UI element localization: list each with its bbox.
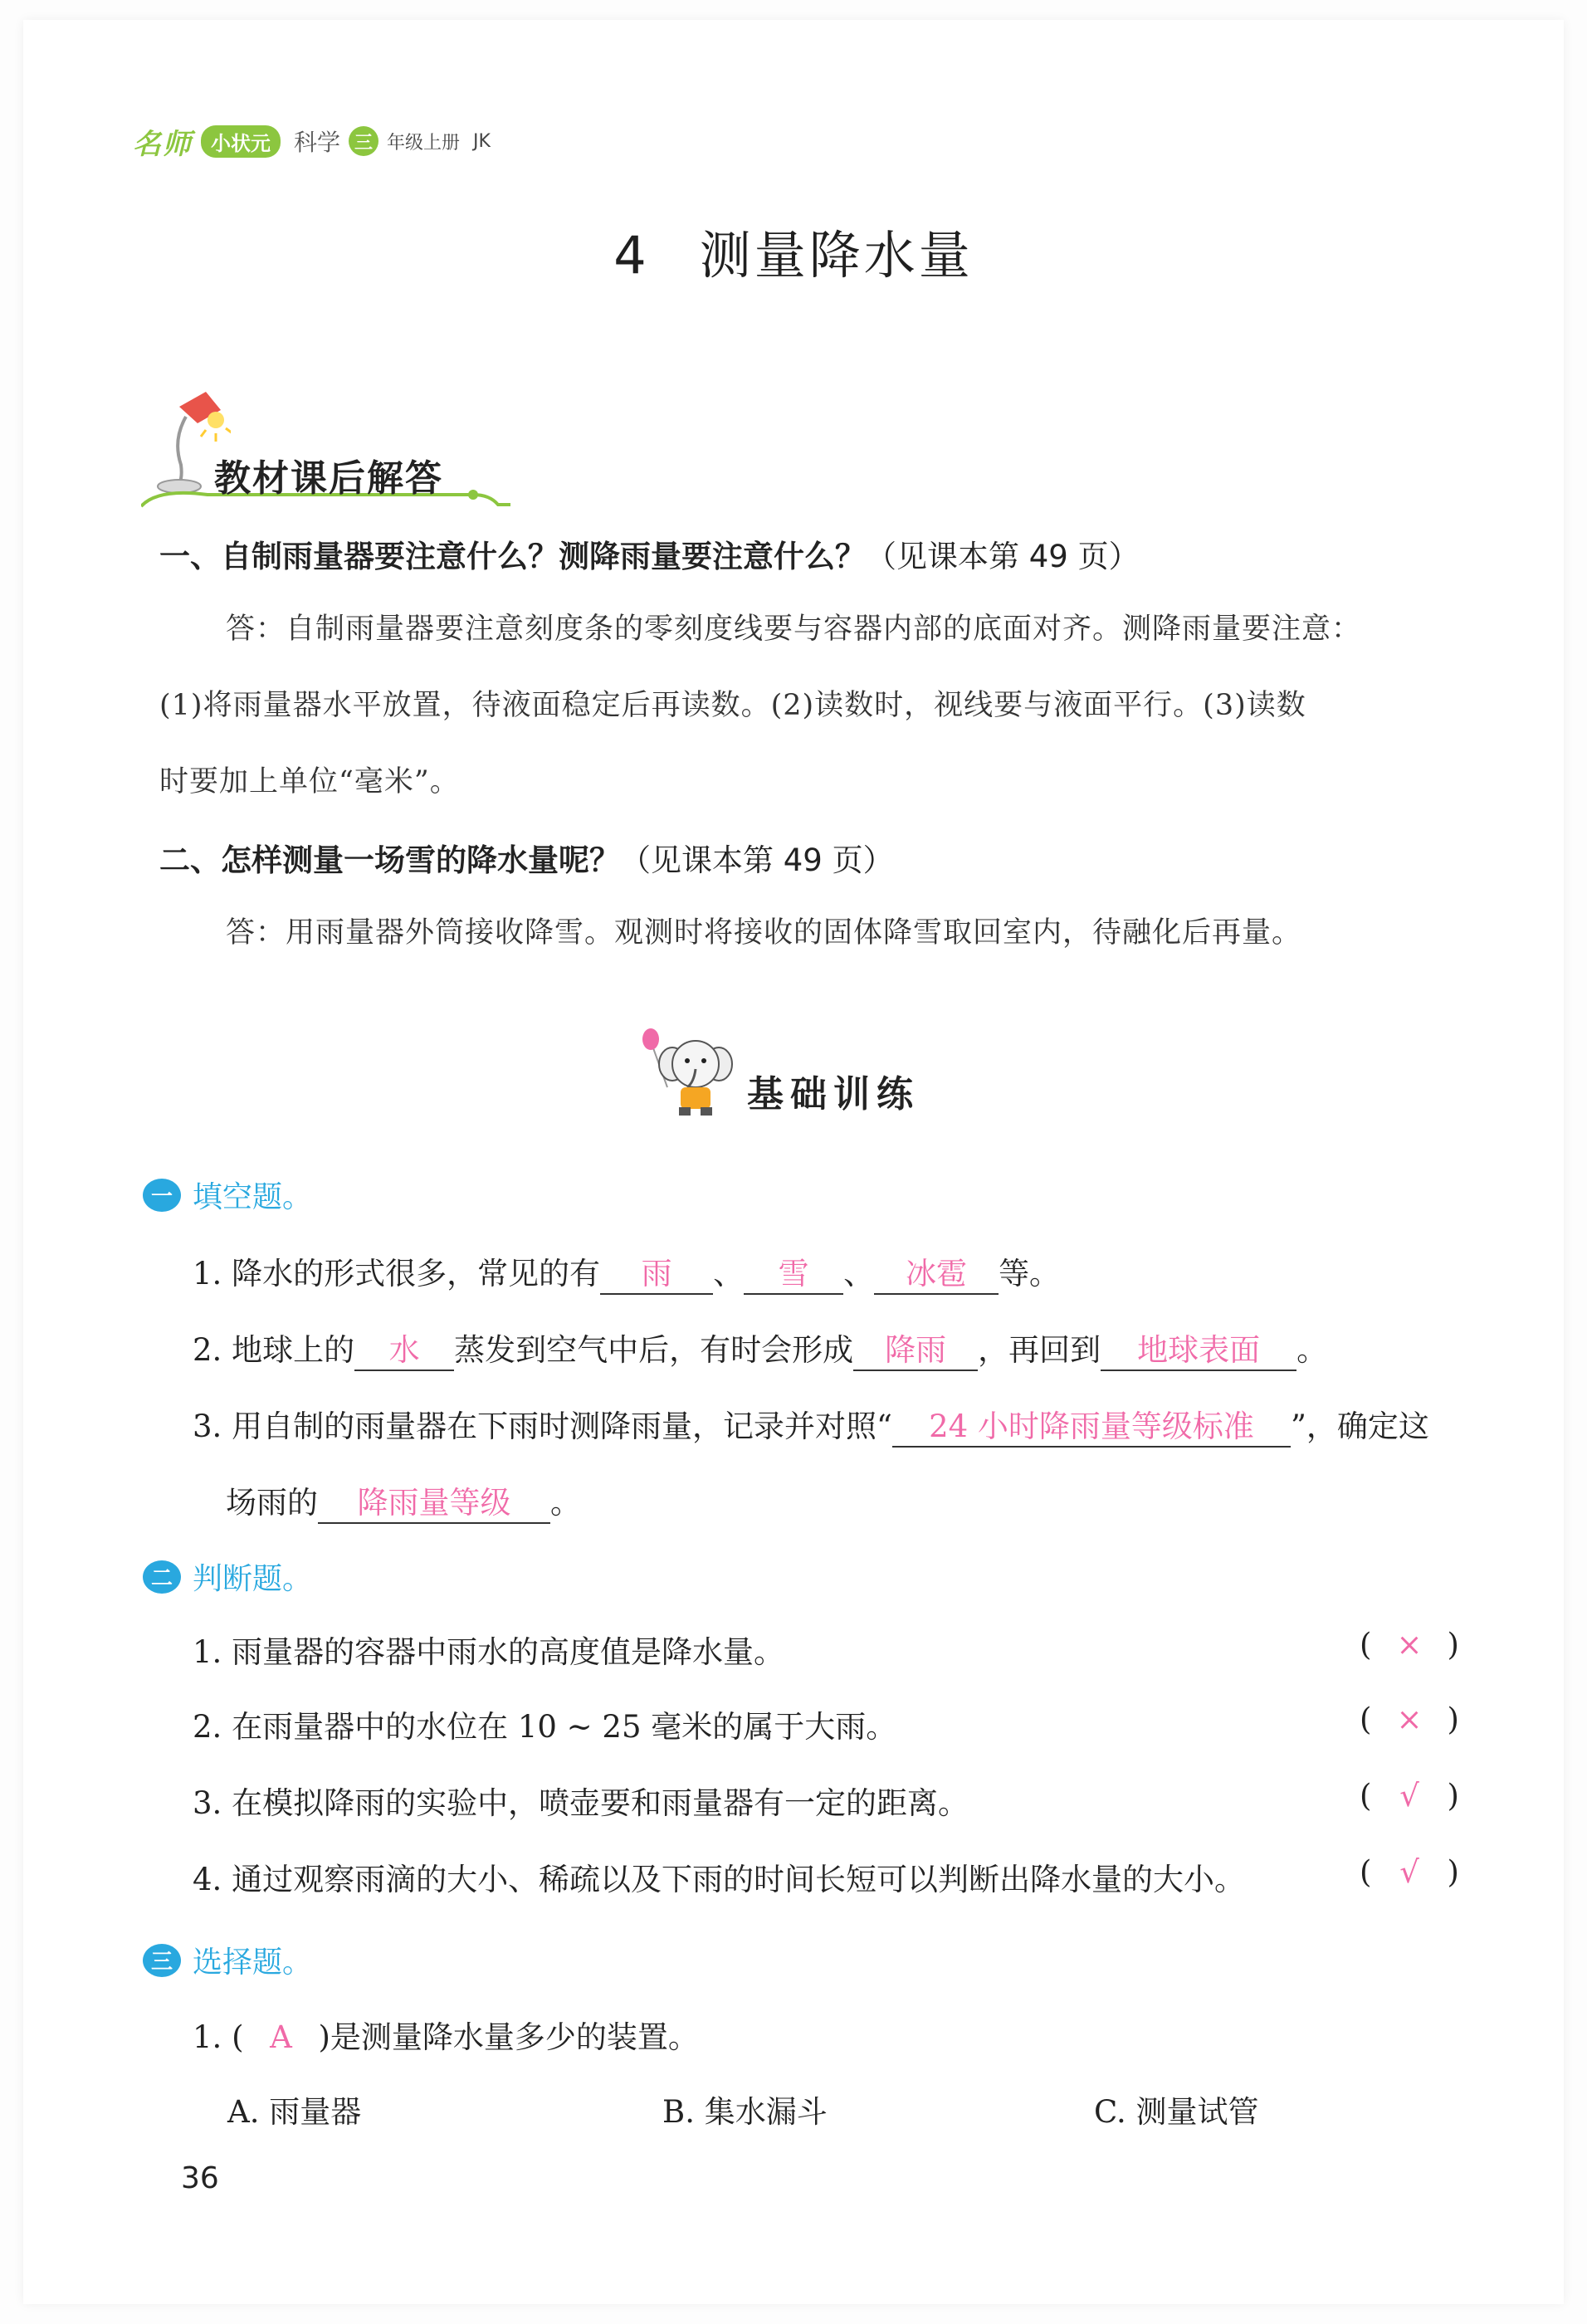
choice-question-1: [193, 2012, 699, 2057]
grade-badge: 三: [349, 126, 378, 156]
section-label: 填空题。: [193, 1180, 313, 1214]
subject-label: 科学: [294, 129, 341, 156]
grade-label: 年级上册: [387, 132, 461, 154]
choice-heading: [143, 1939, 312, 1981]
section-number-badge: 二: [143, 1560, 181, 1594]
question-text: ，再回到: [978, 1332, 1101, 1368]
question-text: 2. 地球上的: [193, 1332, 355, 1368]
judge-item-3: 3. 在模拟降雨的实验中，喷壶要和雨量器有一定的距离。: [193, 1785, 969, 1821]
fill-blank-heading: [143, 1174, 312, 1216]
brand-header: [133, 121, 491, 161]
open-paren: (: [1360, 1854, 1372, 1890]
lesson-title: [0, 214, 1587, 288]
fill-question-3: [193, 1401, 1429, 1448]
question-text: 一、自制雨量器要注意什么？测降雨量要注意什么？: [159, 539, 866, 574]
close-paren: ): [1447, 1702, 1459, 1737]
page-number: 36: [181, 2161, 219, 2195]
judge-answer-1: [1360, 1627, 1459, 1662]
choice-option-b: B. 集水漏斗: [662, 2094, 828, 2130]
cross-mark: ×: [1396, 1702, 1423, 1737]
answer-blank: 降雨量等级: [318, 1477, 550, 1524]
textbook-question-1: [159, 531, 1140, 576]
answer-blank: 地球表面: [1101, 1325, 1296, 1371]
brand-logo-text: 名师: [133, 127, 193, 161]
choice-option-c: C. 测量试管: [1094, 2094, 1259, 2130]
answer-blank: 雨: [600, 1248, 713, 1295]
question-text: 二、怎样测量一场雪的降水量呢？: [159, 842, 620, 878]
choice-answer: A: [270, 2019, 292, 2055]
judge-heading: [143, 1555, 312, 1598]
page-reference: （见课本第 49 页）: [620, 842, 894, 878]
answer-1-line-1: 答：自制雨量器要注意刻度条的零刻度线要与容器内部的底面对齐。测降雨量要注意：: [226, 613, 1362, 646]
page-reference: （见课本第 49 页）: [866, 539, 1140, 574]
question-text: 3. 用自制的雨量器在下雨时测降雨量，记录并对照“: [193, 1409, 892, 1444]
answer-blank: 降雨: [853, 1325, 978, 1371]
question-text: 。: [1296, 1332, 1328, 1368]
fill-question-2: [193, 1325, 1327, 1371]
choice-option-a: A. 雨量器: [227, 2094, 362, 2130]
edition-label: JK: [473, 130, 491, 152]
textbook-answers-title: 教材课后解答: [214, 457, 443, 500]
judge-item-4: 4. 通过观察雨滴的大小、稀疏以及下雨的时间长短可以判断出降水量的大小。: [193, 1862, 1246, 1897]
textbook-question-2: [159, 835, 894, 880]
judge-item-1: 1. 雨量器的容器中雨水的高度值是降水量。: [193, 1634, 785, 1670]
answer-blank: 水: [354, 1325, 454, 1371]
section-number-badge: 一: [143, 1179, 181, 1212]
elephant-mascot-icon: [639, 1021, 739, 1120]
close-paren: ): [1447, 1778, 1459, 1814]
close-paren: ): [1447, 1627, 1459, 1662]
brand-logo-pill: 小状元: [201, 125, 281, 158]
lesson-name: 测量降水量: [699, 225, 974, 286]
separator: 、: [713, 1256, 745, 1291]
section-label: 判断题。: [193, 1562, 313, 1596]
section-number-badge: 三: [143, 1944, 181, 1977]
cross-mark: ×: [1396, 1627, 1423, 1662]
question-text: 1. (: [193, 2019, 244, 2055]
lesson-number: 4: [613, 225, 650, 286]
fill-question-3-line-2: [226, 1477, 581, 1524]
answer-blank: 雪: [744, 1248, 843, 1295]
section-label: 选择题。: [193, 1946, 313, 1980]
question-text: 等。: [999, 1256, 1061, 1291]
answer-blank: 24 小时降雨量等级标准: [892, 1401, 1291, 1448]
judge-answer-4: [1360, 1854, 1459, 1890]
question-text: 1. 降水的形式很多，常见的有: [193, 1256, 601, 1291]
answer-1-line-3: 时要加上单位“毫米”。: [159, 765, 460, 798]
question-text: )是测量降水量多少的装置。: [318, 2019, 699, 2055]
answer-1-line-2: (1)将雨量器水平放置，待液面稳定后再读数。(2)读数时，视线要与液面平行。(3)读数: [159, 689, 1306, 722]
judge-answer-3: [1360, 1778, 1459, 1814]
separator: 、: [843, 1256, 875, 1291]
fill-question-1: [193, 1248, 1060, 1295]
judge-answer-2: [1360, 1702, 1459, 1737]
basic-training-title: 基础训练: [747, 1073, 920, 1116]
question-text: 蒸发到空气中后，有时会形成: [454, 1332, 854, 1368]
judge-item-2: 2. 在雨量器中的水位在 10 ~ 25 毫米的属于大雨。: [193, 1709, 897, 1745]
answer-2: 答：用雨量器外筒接收降雪。观测时将接收的固体降雪取回室内，待融化后再量。: [226, 916, 1302, 950]
open-paren: (: [1360, 1627, 1372, 1662]
question-text: ”，确定这: [1290, 1409, 1429, 1444]
answer-blank: 冰雹: [874, 1248, 999, 1295]
check-mark: √: [1399, 1778, 1419, 1814]
check-mark: √: [1399, 1854, 1419, 1890]
question-text: 。: [550, 1485, 581, 1521]
open-paren: (: [1360, 1778, 1372, 1814]
question-text: 场雨的: [226, 1485, 318, 1521]
open-paren: (: [1360, 1702, 1372, 1737]
close-paren: ): [1447, 1854, 1459, 1890]
